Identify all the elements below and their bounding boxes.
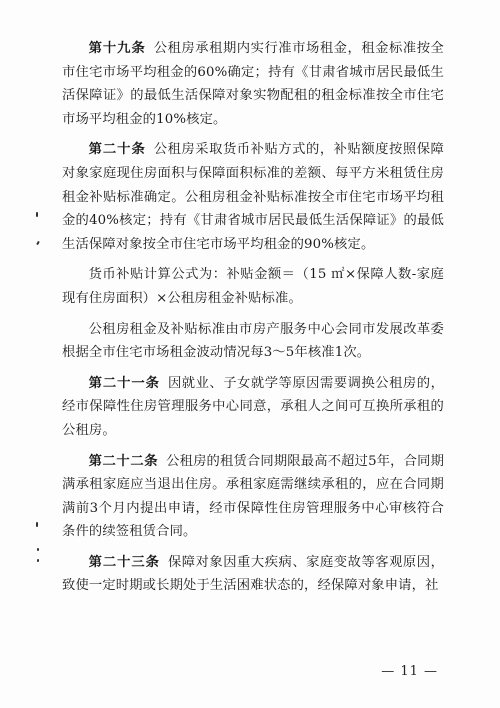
subsidy-formula-paragraph bbox=[62, 263, 444, 310]
article-22 bbox=[62, 450, 444, 544]
article-21 bbox=[62, 372, 444, 443]
article-text: 公租房采取货币补贴方式的，补贴额度按照保障对象家庭现住房面积与保障面积标准的差额、每平方米租赁住房租金补贴标准确定。公租房租金补贴标准按全市住宅市场平均租金的40%核定；持有《甘肃省城市居民最低生活保障证》的最低生活保障对象按全市住宅市场平均租金的90%核定。 bbox=[62, 142, 444, 252]
binding-mark bbox=[36, 522, 38, 527]
article-text: 因就业、子女就学等原因需要调换公租房的，经市保障性住房管理服务中心同意，承租人之间可互换所承租的公租房。 bbox=[62, 375, 445, 438]
article-23 bbox=[62, 551, 444, 598]
paragraph-text: 公租房租金及补贴标准由市房产服务中心会同市发展改革委根据全市住宅市场租金波动情况每3～5年核准1次。 bbox=[62, 321, 444, 361]
document-body bbox=[62, 37, 444, 605]
article-text: 公租房承租期内实行准市场租金，租金标准按全市住宅市场平均租金的60%确定；持有《甘肃省城市居民最低生活保障证》的最低生活保障对象实物配租的租金标准按全市住宅市场平均租金的10%核定。 bbox=[62, 41, 444, 127]
page-number: — 11 — bbox=[381, 664, 438, 679]
binding-mark bbox=[36, 241, 40, 245]
article-20 bbox=[62, 138, 444, 256]
article-19 bbox=[62, 37, 444, 131]
subsidy-standard-paragraph bbox=[62, 318, 444, 365]
article-heading: 第二十三条 bbox=[88, 554, 160, 570]
article-text: 保障对象因重大疾病、家庭变故等客观原因，致使一定时期或长期处于生活困难状态的，经保障对象申请，社 bbox=[62, 554, 445, 594]
article-heading: 第十九条 bbox=[88, 41, 146, 56]
article-heading: 第二十二条 bbox=[88, 453, 159, 469]
article-text: 公租房的租赁合同期限最高不超过5年，合同期满承租家庭应当退出住房。承租家庭需继续承租的，应在合同期满前3个月内提出申请，经市保障性住房管理服务中心审核符合条件的续签租赁合同。 bbox=[62, 453, 445, 540]
binding-mark bbox=[37, 548, 39, 551]
binding-mark bbox=[37, 559, 39, 562]
article-heading: 第二十条 bbox=[88, 142, 146, 158]
article-heading: 第二十一条 bbox=[88, 375, 160, 391]
binding-mark bbox=[36, 212, 38, 217]
paragraph-text: 货币补贴计算公式为：补贴金额＝（15 ㎡×保障人数-家庭现有住房面积）×公租房租金补贴标准。 bbox=[62, 267, 444, 306]
